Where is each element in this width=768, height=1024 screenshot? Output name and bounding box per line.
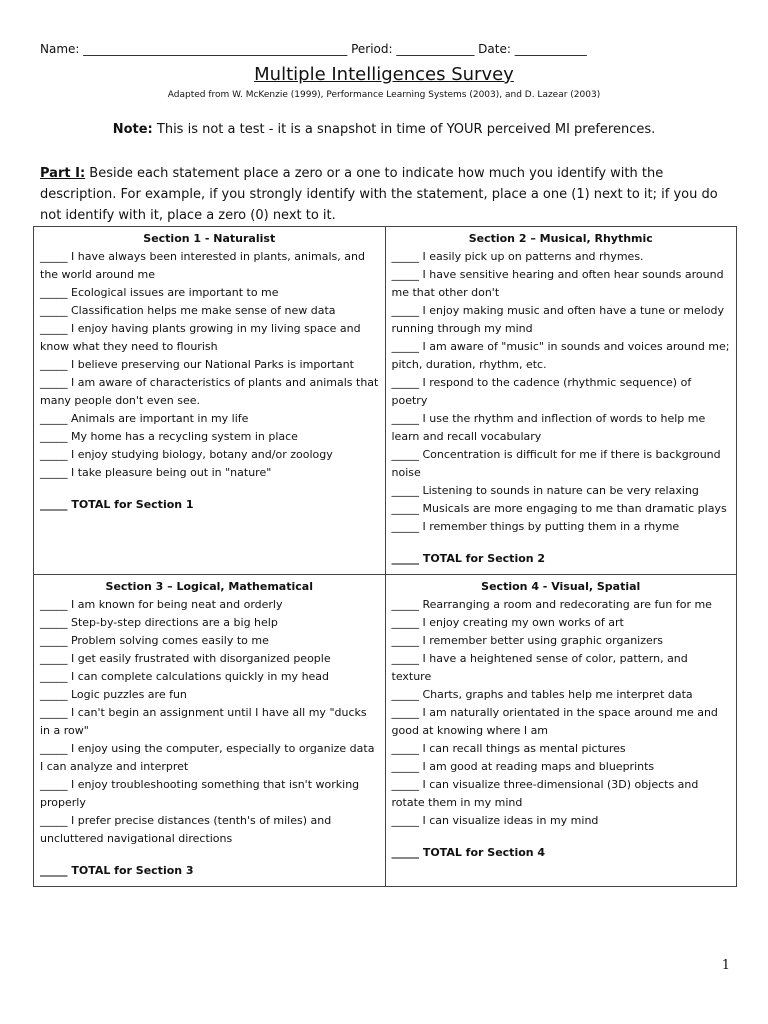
section-2-item-8: _____ Listening to sounds in nature can be very relaxing [391, 484, 699, 497]
note-text: This is not a test - it is a snapshot in time of YOUR perceived MI preferences. [152, 122, 656, 137]
section-3-item-9: _____ I enjoy troubleshooting something that isn't working properly [40, 778, 360, 809]
section-3-item-5: _____ I can complete calculations quickly in my head [40, 670, 330, 683]
page-number: 1 [721, 958, 730, 973]
section-4-item-5: _____ Charts, graphs and tables help me interpret data [391, 688, 693, 701]
section-2-item-10: _____ I remember things by putting them in a rhyme [391, 520, 680, 533]
section-4-total: _____ TOTAL for Section 4 [391, 846, 546, 859]
section-1-item-10: _____ I take pleasure being out in "nature" [40, 466, 272, 479]
section-2-item-4: _____ I am aware of "music" in sounds and voices around me; pitch, duration, rhythm, etc. [391, 340, 730, 371]
section-3-item-10: _____ I prefer precise distances (tenth's of miles) and uncluttered navigational directions [40, 814, 332, 845]
section-1-item-3: _____ Classification helps me make sense of new data [40, 304, 336, 317]
section-2-item-3: _____ I enjoy making music and often have a tune or melody running through my mind [391, 304, 725, 335]
section-1-item-4: _____ I enjoy having plants growing in my living space and know what they need to flourish [40, 322, 361, 353]
section-1-item-7: _____ Animals are important in my life [40, 412, 249, 425]
section-4-item-1: _____ Rearranging a room and redecorating are fun for me [391, 598, 712, 611]
section-1-item-6: _____ I am aware of characteristics of plants and animals that many people don't even see. [40, 376, 379, 407]
survey-row-2 [34, 575, 737, 887]
section-4-item-9: _____ I can visualize three-dimensional (3D) objects and rotate them in my mind [391, 778, 699, 809]
page-title: Multiple Intelligences Survey [254, 64, 514, 85]
header-fields-line: Name: ____________________________________________ Period: _____________ Date: ____________ [40, 42, 587, 56]
section-2-item-2: _____ I have sensitive hearing and often hear sounds around me that other don't [391, 268, 724, 299]
section-1-cell [34, 227, 386, 575]
survey-row-1 [34, 227, 737, 575]
section-3-total: _____ TOTAL for Section 3 [40, 864, 194, 877]
section-3-item-1: _____ I am known for being neat and orderly [40, 598, 283, 611]
section-4-item-4: _____ I have a heightened sense of color, pattern, and texture [391, 652, 688, 683]
section-4-title: Section 4 - Visual, Spatial [481, 580, 641, 593]
part1-label: Part I: [40, 166, 86, 181]
section-4-item-6: _____ I am naturally orientated in the space around me and good at knowing where I am [391, 706, 718, 737]
section-3-cell [34, 575, 386, 887]
section-1-title: Section 1 - Naturalist [143, 232, 276, 245]
note-label: Note: [112, 122, 153, 137]
section-2-item-7: _____ Concentration is difficult for me if there is background noise [391, 448, 721, 479]
section-4-item-10: _____ I can visualize ideas in my mind [391, 814, 599, 827]
section-1-total: _____ TOTAL for Section 1 [40, 498, 194, 511]
section-2-total: _____ TOTAL for Section 2 [391, 552, 546, 565]
part1-instructions [40, 163, 730, 226]
survey-table [33, 226, 737, 887]
section-4-item-8: _____ I am good at reading maps and blueprints [391, 760, 655, 773]
section-3-item-6: _____ Logic puzzles are fun [40, 688, 187, 701]
section-3-item-8: _____ I enjoy using the computer, especially to organize data I can analyze and interpret [40, 742, 375, 773]
section-2-item-9: _____ Musicals are more engaging to me than dramatic plays [391, 502, 727, 515]
section-1-item-2: _____ Ecological issues are important to me [40, 286, 279, 299]
section-2-item-5: _____ I respond to the cadence (rhythmic sequence) of poetry [391, 376, 692, 407]
section-4-cell [385, 575, 737, 887]
section-2-cell [385, 227, 737, 575]
section-1-item-1: _____ I have always been interested in plants, animals, and the world around me [40, 250, 365, 281]
section-1-item-5: _____ I believe preserving our National Parks is important [40, 358, 354, 371]
section-1-item-8: _____ My home has a recycling system in place [40, 430, 298, 443]
section-3-title: Section 3 – Logical, Mathematical [105, 580, 313, 593]
page-subtitle: Adapted from W. McKenzie (1999), Performance Learning Systems (2003), and D. Lazear (2003) [167, 90, 601, 100]
section-4-item-3: _____ I remember better using graphic organizers [391, 634, 664, 647]
section-2-item-6: _____ I use the rhythm and inflection of words to help me learn and recall vocabulary [391, 412, 706, 443]
section-4-item-7: _____ I can recall things as mental pictures [391, 742, 626, 755]
section-3-item-2: _____ Step-by-step directions are a big help [40, 616, 278, 629]
section-3-item-3: _____ Problem solving comes easily to me [40, 634, 269, 647]
section-4-item-2: _____ I enjoy creating my own works of art [391, 616, 624, 629]
note [0, 122, 768, 137]
section-3-item-7: _____ I can't begin an assignment until I have all my "ducks in a row" [40, 706, 367, 737]
section-1-item-9: _____ I enjoy studying biology, botany and/or zoology [40, 448, 333, 461]
part1-text: Beside each statement place a zero or a one to indicate how much you identify with the description. For example, if you strongly identify with the statement, place a one (1) next to it; if you do not identify with it, place a zero (0) next to it. [40, 166, 718, 223]
section-3-item-4: _____ I get easily frustrated with disorganized people [40, 652, 331, 665]
section-2-item-1: _____ I easily pick up on patterns and rhymes. [391, 250, 644, 263]
section-2-title: Section 2 – Musical, Rhythmic [468, 232, 653, 245]
